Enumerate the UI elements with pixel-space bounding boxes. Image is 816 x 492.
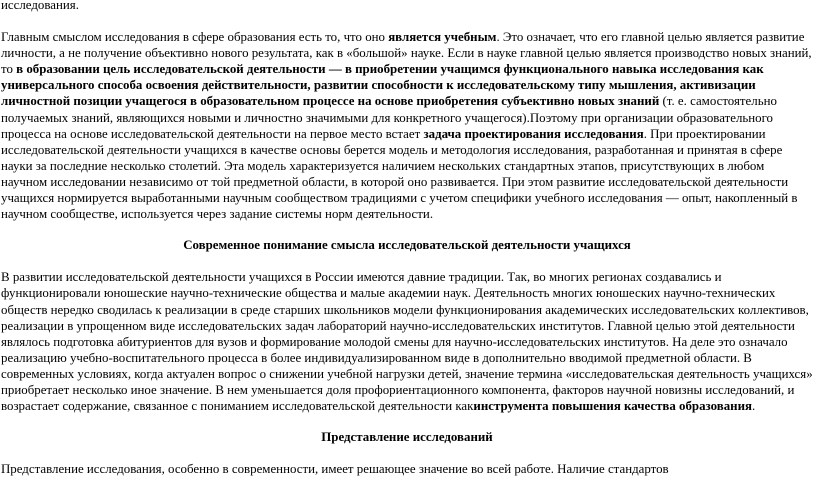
paragraph-text: . При проектировании исследовательской деятельности учащихся в качестве основы берется модель и методология исследования, разработанная и принятая в сфере науки за последние несколько столетий. Эта модель характеризуется наличием нескольких стандартных этапов, присутствующих в любом научном исследовании независимо от той предметной области, в которой оно развивается. При этом развитие исследовательской деятельности учащихся нормируется выработанными научным сообществом традициями с учетом специфики учебного исследования — опыт, накопленный в научном сообществе, используется через задание системы норм деятельности. bbox=[1, 126, 798, 222]
body-paragraph-traditions bbox=[1, 269, 813, 414]
body-paragraph-learning-purpose bbox=[1, 29, 813, 222]
paragraph-text: . Это означает, что его главной целью является развитие личности, а не получение объективно нового результата, как в «большой» науке. Если в науке главной целью является производство новых знаний, то bbox=[1, 30, 812, 77]
bold-phrase-is-educational: является учебным bbox=[388, 30, 497, 45]
paragraph-spacer bbox=[1, 414, 813, 429]
paragraph-text: Главным смыслом исследования в сфере образования есть то, что оно bbox=[1, 30, 389, 45]
paragraph-spacer bbox=[1, 445, 813, 461]
body-paragraph-presentation: Представление исследования, особенно в современности, имеет решающее значение во всей работе. Наличие стандартов bbox=[1, 462, 669, 477]
paragraph-spacer bbox=[1, 13, 813, 29]
section-heading-presentation: Представление исследований bbox=[321, 430, 493, 445]
bold-phrase-design-task: задача проектирования исследования bbox=[423, 126, 644, 141]
section-heading-modern-understanding: Современное понимание смысла исследовательской деятельности учащихся bbox=[183, 238, 631, 253]
paragraph-text: (т. е. самостоятельно получаемых знаний, являющихся новыми и личностно значимыми для конкретного учащегося).Поэтому при организации образовательного процесса на основе исследовательской деятельности на первое место встает bbox=[1, 94, 777, 141]
bold-phrase-quality-tool: инструмента повышения качества образования bbox=[473, 399, 753, 414]
paragraph-text: . bbox=[752, 399, 756, 414]
document-page bbox=[1, 0, 813, 477]
paragraph-spacer bbox=[1, 253, 813, 269]
paragraph-spacer bbox=[1, 222, 813, 237]
bold-phrase-research-goal: в образовании цель исследовательской деятельности — в приобретении учащимся функционального навыка исследования как универсального способа освоения действительности, развитии способности к исследовательскому типу мышления, активизации личностной позиции учащегося в образовательном процессе на основе приобретения субъективно новых знаний bbox=[1, 62, 764, 109]
paragraph-text: В развитии исследовательской деятельности учащихся в России имеются давние традиции. Так, во многих регионах создавались и функционировали юношеские научно-технические общества и малые академии наук. Деятельность многих юношеских научно-технических обществ нередко сводилась к реализации в среде старших школьников модели функционирования академических исследовательских коллективов, реализации в упрощенном виде исследовательских задач лабораторий научно-исследовательских институтов. Главной целью этой деятельности являлось подготовка абитуриентов для вузов и формирование молодой смены для научно-исследовательских институтов. На деле это означало реализацию учебно-воспитательного процесса в более индивидуализированном виде в дополнительно вводимой предметной области. В современных условиях, когда актуален вопрос о снижении учебной нагрузки детей, значение термина «исследовательская деятельность учащихся» приобретает несколько иное значение. В нем уменьшается доля профориентационного компонента, факторов научной новизны исследований, и возрастает содержание, связанное с пониманием исследовательской деятельности как bbox=[1, 270, 813, 414]
text-line-fragment: исследования. bbox=[1, 0, 79, 12]
